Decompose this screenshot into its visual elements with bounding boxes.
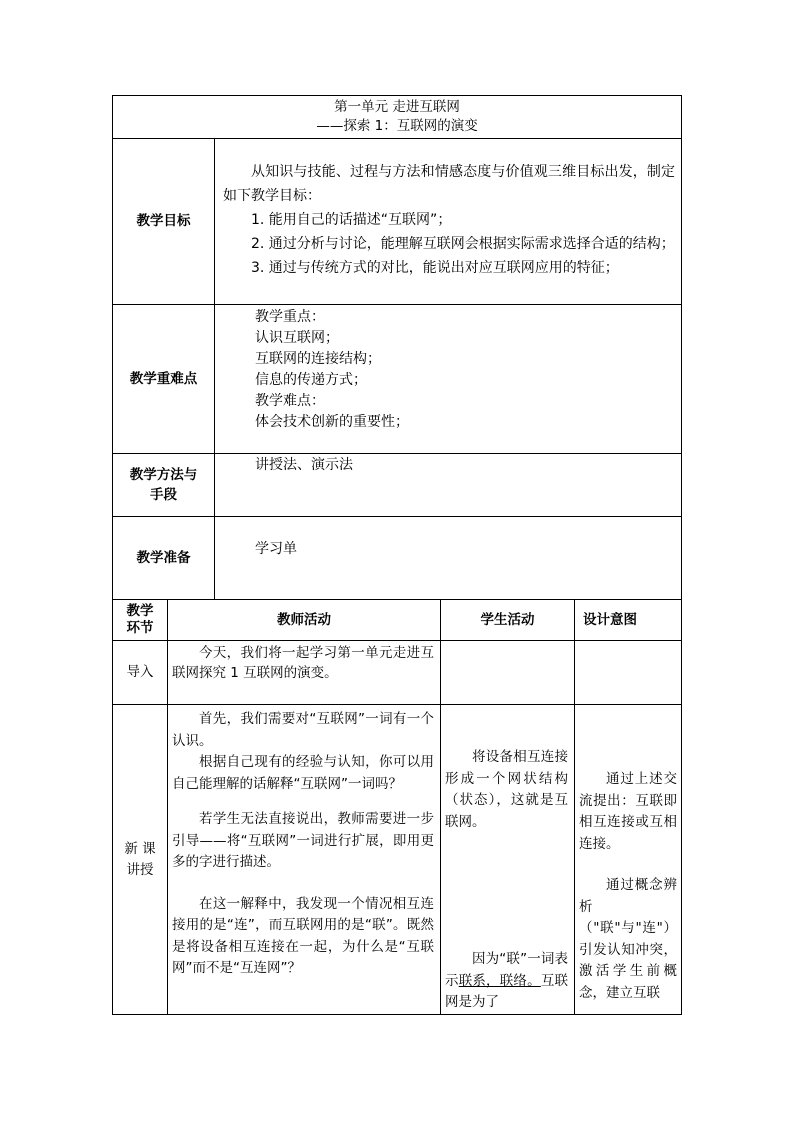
stage-header-line1: 教学 [126,603,154,619]
objective-item-2: 2. 通过分析与讨论，能理解互联网会根据实际需求选择合适的结构； [251,236,675,252]
lesson-stage [113,705,168,1015]
lesson-student [441,705,575,1015]
methods-label-line1: 教学方法与 [129,467,198,483]
intro-stage: 导入 [113,641,168,705]
preparation-row [113,517,682,600]
lesson-teacher-p4: 在这一解释中，我发现一个情况相互连接用的是“连”，而互联网用的是“联”。既然是将设备相互连接在一起，为什么是“互联网”而不是“互连网”？ [172,895,434,976]
lesson-stage-line1: 新 课 [124,840,156,857]
intro-row [113,641,682,705]
key-points-line: 教学难点： [255,393,325,409]
lesson-student-p2 [445,949,568,1014]
title-line2: ——探索 1：互联网的演变 [316,118,478,134]
methods-row [113,454,682,517]
key-points-line: 互联网的连接结构； [255,351,381,367]
lesson-stage-line2: 讲授 [126,861,154,878]
methods-label-line2: 手段 [150,487,177,503]
key-points-line: 体会技术创新的重要性； [255,414,409,430]
key-points-line: 认识互联网； [255,330,339,346]
process-header-row [113,600,682,641]
lesson-teacher [168,705,441,1015]
key-points-line: 教学重点： [255,309,325,325]
key-points-content [215,305,682,454]
key-points-row [113,305,682,454]
student-header: 学生活动 [441,600,575,641]
lesson-teacher-p2: 根据自己现有的经验与认知，你可以用自己能理解的话解释“互联网”一词吗？ [172,754,434,792]
lesson-plan-document [112,95,681,1015]
intent-header: 设计意图 [575,600,682,641]
title-row [113,96,682,139]
objective-item-1: 1. 能用自己的话描述“互联网”； [251,212,452,228]
lesson-student-p2-underlined: 联系，联络。 [458,972,541,989]
objectives-row [113,139,682,305]
lesson-student-p2-b: 互联网是为了 [445,972,568,1010]
title-cell [113,96,682,139]
intro-intent [575,641,682,705]
key-points-label: 教学重难点 [113,305,215,454]
lesson-intent-p2: 通过概念辨析（"联"与"连"）引发认知冲突，激活学生前概念，建立互联 [579,877,678,1001]
objectives-intro: 从知识与技能、过程与方法和情感态度与价值观三维目标出发，制定如下教学目标： [223,164,676,204]
lesson-plan-table [112,95,682,1015]
lesson-intent-p1: 通过上述交流提出：互联即相互连接或互相连接。 [579,771,678,852]
teacher-header: 教师活动 [168,600,441,641]
title-line1: 第一单元 走进互联网 [334,99,460,115]
objectives-content [215,139,682,305]
key-points-line: 信息的传递方式； [255,372,367,388]
lesson-student-p2-a: 因为“联”一词表示 [445,951,568,989]
objective-item-3: 3. 通过与传统方式的对比，能说出对应互联网应用的特征； [251,260,619,276]
preparation-label: 教学准备 [113,517,215,600]
lesson-row [113,705,682,1015]
stage-header [113,600,168,641]
lesson-teacher-p3: 若学生无法直接说出，教师需要进一步引导——将“互联网”一词进行扩展，即用更多的字进行描述。 [172,811,434,870]
methods-value: 讲授法、演示法 [215,454,682,517]
intro-teacher: 今天，我们将一起学习第一单元走进互联网探究 1 互联网的演变。 [168,641,441,705]
objectives-label: 教学目标 [113,139,215,305]
lesson-student-p1: 将设备相互连接形成一个网状结构（状态），这就是互联网。 [445,749,568,830]
lesson-teacher-p1: 首先，我们需要对“互联网”一词有一个认识。 [172,711,434,749]
methods-label [113,454,215,517]
lesson-intent [575,705,682,1015]
preparation-value: 学习单 [215,517,682,600]
stage-header-line2: 环节 [126,620,154,636]
intro-student [441,641,575,705]
